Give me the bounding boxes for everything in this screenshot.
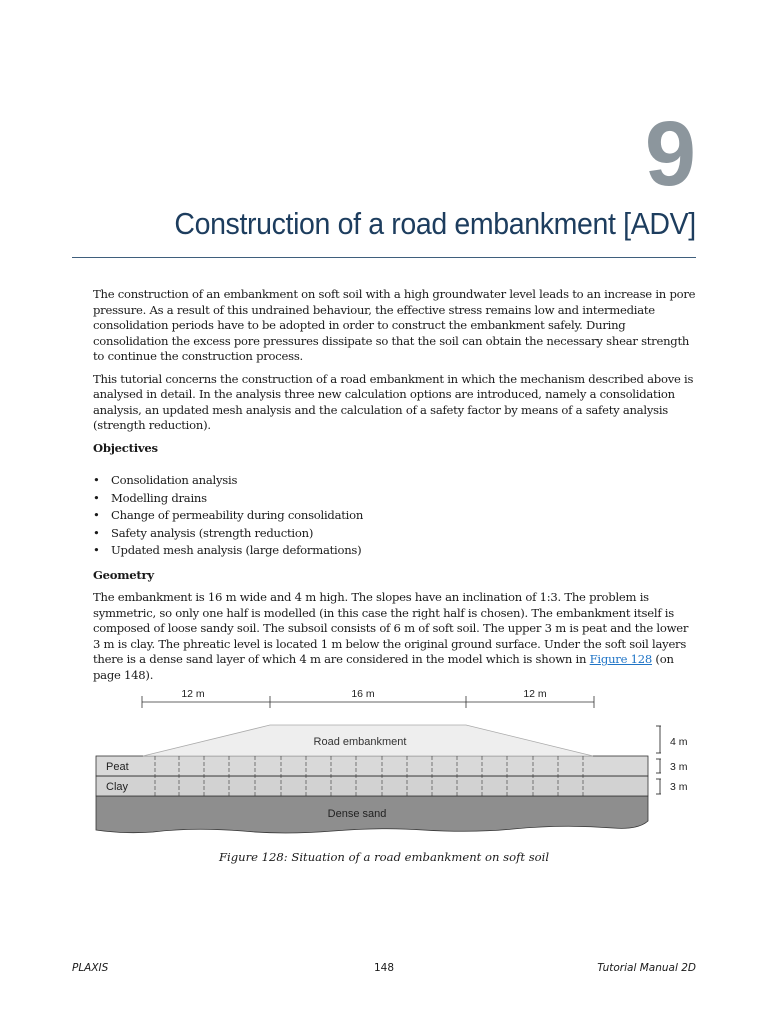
main-content (93, 287, 696, 690)
geometry-text-end: (on page 148). (93, 652, 674, 682)
peat-label: Peat (106, 761, 129, 773)
list-item-text: Modelling drains (111, 490, 207, 505)
chapter-number: 9 (644, 103, 696, 205)
dim-height-peat-label: 3 m (670, 761, 688, 773)
dim-left-label: 12 m (181, 688, 205, 700)
bullet: • (93, 473, 100, 487)
list-item-text: Change of permeability during consolidation (111, 508, 364, 522)
bullet: • (93, 543, 100, 557)
list-item (93, 507, 696, 525)
geometry-heading: Geometry (93, 567, 154, 582)
footer-manual-title: Tutorial Manual 2D (597, 962, 696, 974)
bullet: • (93, 490, 100, 505)
title-divider (72, 257, 696, 258)
geometry-text: The embankment is 16 m wide and 4 m high. The slopes have an inclination of 1:3. The problem is symmetric, so only one half is modelled (in this case the right half is chosen). The embankment itself is composed of loose sandy soil. The subsoil consists of 6 m of soft soil. The upper 3 m is peat and the lower 3 m is clay. The phreatic level is located 1 m below the original ground surface. Under the soft soil layers there is a dense sand layer of which 4 m are considered in the model which is shown in (93, 590, 689, 666)
sand-label: Dense sand (327, 808, 387, 820)
figure-caption: Figure 128: Situation of a road embankment on soft soil (218, 850, 550, 864)
bullet: • (93, 508, 100, 522)
footer-product: PLAXIS (72, 962, 109, 974)
dim-height-clay-label: 3 m (670, 781, 688, 793)
list-item (93, 490, 696, 508)
list-item-text: Consolidation analysis (111, 473, 238, 487)
intro-paragraph-1: The construction of an embankment on soft soil with a high groundwater level leads to an increase in pore pressure. As a result of this undrained behaviour, the effective stress remains low and intermediate consolidation periods have to be adopted in order to construct the embankment safely. During consolidation the excess pore pressures dissipate so that the soil can obtain the necessary shear strength to continue the construction process. (93, 287, 696, 363)
list-item (93, 542, 696, 560)
dim-right-label: 12 m (523, 688, 547, 700)
embankment-figure (93, 683, 705, 843)
list-item (93, 472, 696, 490)
embankment-label: Road embankment (313, 736, 407, 748)
objectives-heading: Objectives (93, 440, 158, 455)
dim-height-embankment-label: 4 m (670, 736, 688, 748)
intro-paragraph-2: This tutorial concerns the construction of a road embankment in which the mechanism described above is analysed in detail. In the analysis three new calculation options are introduced, namely a consolidation analysis, an updated mesh analysis and the calculation of a safety factor by means of a safety analysis (strength reduction). (93, 371, 694, 432)
chapter-title: Construction of a road embankment [ADV] (174, 206, 696, 241)
clay-label: Clay (106, 781, 129, 793)
figure-128-link[interactable]: Figure 128 (589, 652, 652, 666)
list-item (93, 525, 696, 543)
list-item-text: Updated mesh analysis (large deformations) (111, 543, 362, 557)
embankment-diagram (93, 683, 705, 843)
list-item-text: Safety analysis (strength reduction) (111, 525, 314, 540)
objectives-list (93, 472, 696, 560)
bullet: • (93, 525, 100, 540)
geometry-paragraph (93, 590, 696, 683)
page-number: 148 (373, 962, 395, 974)
dim-middle-label: 16 m (351, 688, 375, 700)
